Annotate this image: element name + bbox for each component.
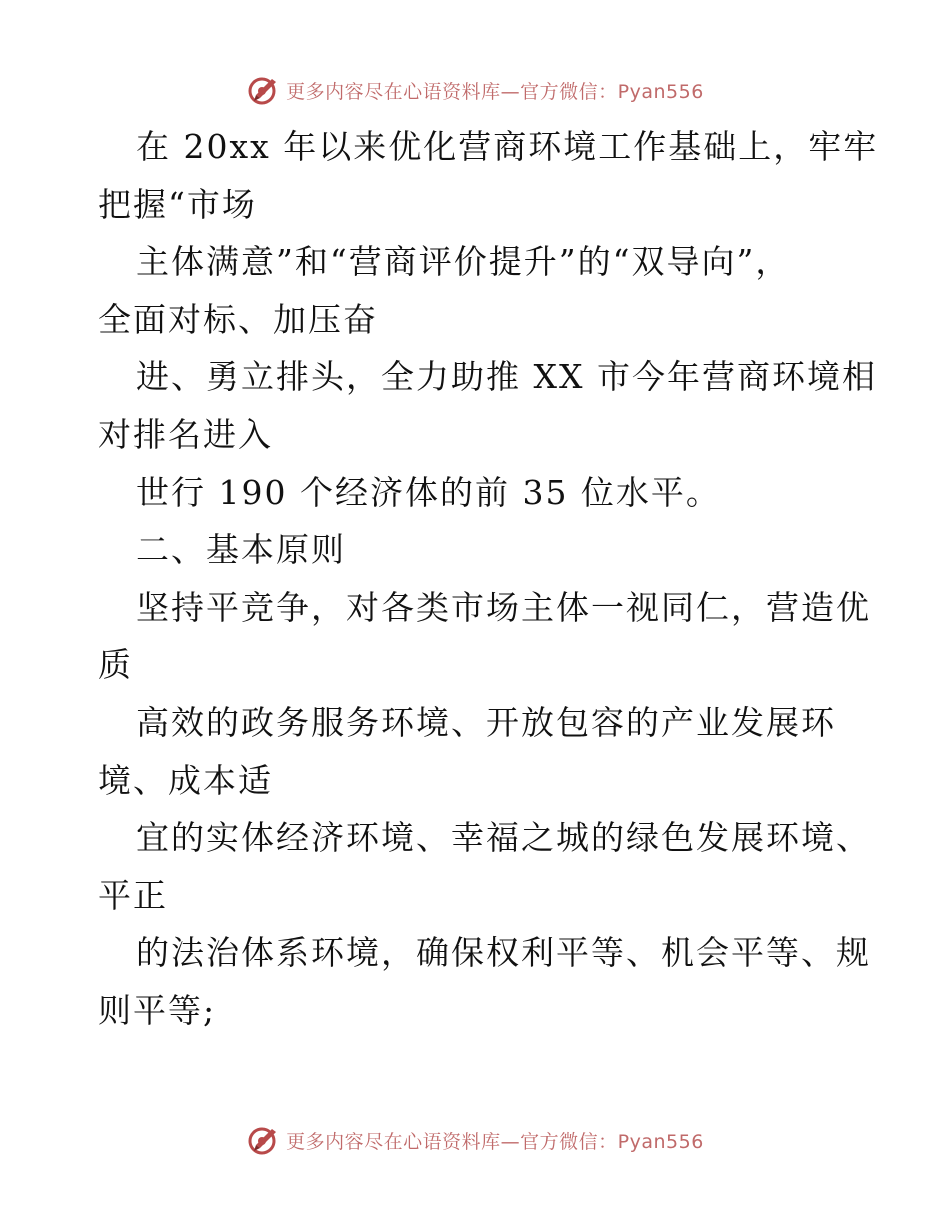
- footer-banner: [246, 1123, 704, 1157]
- paragraph-line: 把握“市场: [98, 184, 257, 224]
- paragraph-line: 高效的政务服务环境、开放包容的产业发展环: [136, 702, 836, 742]
- paragraph-line: 平正: [98, 875, 168, 915]
- header-banner: [246, 73, 704, 107]
- header-banner-text: 更多内容尽在心语资料库—官方微信：Pyan556: [286, 80, 704, 103]
- paragraph-line: 质: [98, 645, 133, 685]
- paragraph-line: 进、勇立排头，全力助推 XX 市今年营商环境相: [136, 357, 877, 397]
- pen-seal-icon: [246, 1123, 280, 1157]
- paragraph-line: 宜的实体经济环境、幸福之城的绿色发展环境、: [136, 818, 871, 858]
- pen-seal-icon: [246, 73, 280, 107]
- page-header: [0, 70, 950, 110]
- paragraph-line: 则平等;: [98, 990, 217, 1030]
- section-heading: 二、基本原则: [136, 530, 346, 570]
- paragraph-line: 在 20xx 年以来优化营商环境工作基础上，牢牢: [136, 127, 879, 166]
- footer-banner-text: 更多内容尽在心语资料库—官方微信：Pyan556: [286, 1130, 704, 1153]
- paragraph-line: 世行 190 个经济体的前 35 位水平。: [136, 472, 721, 512]
- paragraph-line: 对排名进入: [98, 414, 273, 454]
- paragraph-line: 坚持平竞争，对各类市场主体一视同仁，营造优: [136, 587, 871, 627]
- document-body: [98, 118, 879, 1040]
- page-footer: [0, 1120, 950, 1160]
- paragraph-line: 主体满意”和“营商评价提升”的“双导向”，: [136, 242, 791, 282]
- paragraph-line: 的法治体系环境，确保权利平等、机会平等、规: [136, 933, 871, 973]
- paragraph-line: 境、成本适: [98, 760, 273, 800]
- paragraph-line: 全面对标、加压奋: [98, 299, 378, 339]
